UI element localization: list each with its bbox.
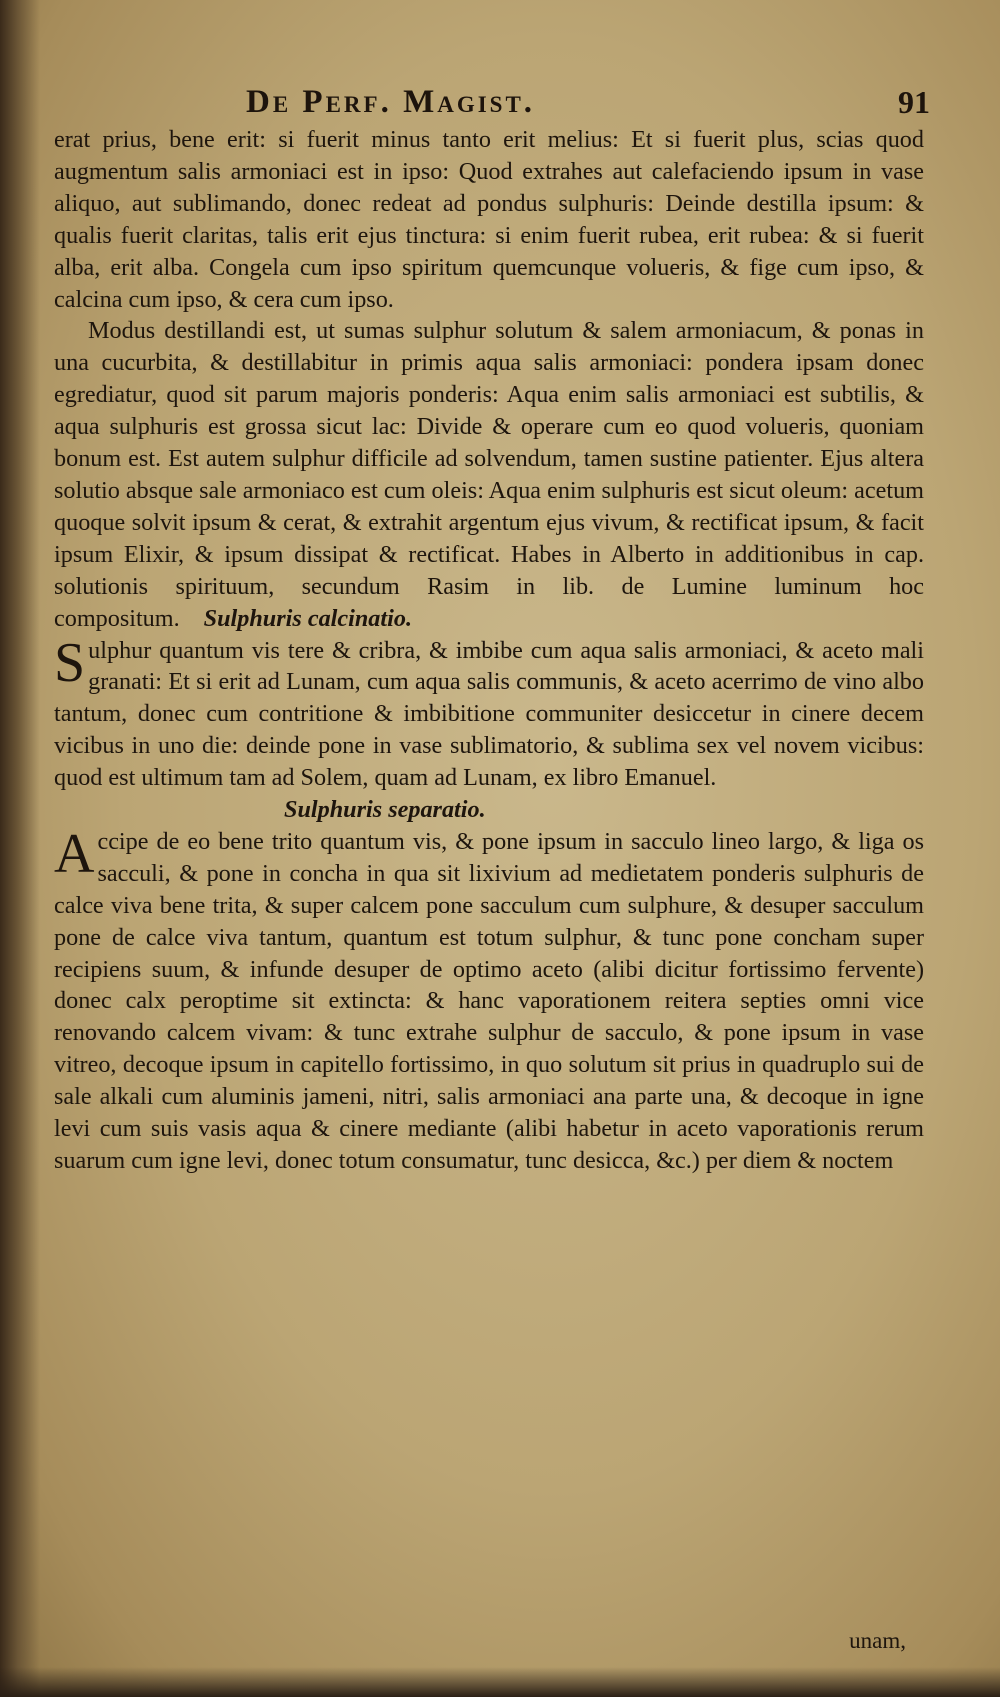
paragraph-text: Modus destillandi est, ut sumas sulphur solutum & salem armoniacum, & ponas in una cucurbita, & destillabitur in primis aqua salis armoniaci: pondera ipsam donec egrediatur, quod sit parum majoris ponderis: Aqua enim salis armoniaci est subtilis, & aqua sulphuris est grossa sicut lac: Divide & operare cum eo quod volueris, quoniam bonum est. Est autem sulphur difficile ad solvendum, tamen sustine patienter. Ejus altera solutio absque sale armoniaco est cum oleis: Aqua enim sulphuris est sicut oleum: acetum quoque solvit ipsum & cerat, & extrahit argentum ejus vivum, & rectificat ipsum, & facit ipsum Elixir, & ipsum dissipat & rectificat. Habes in Alberto in additionibus in cap. solutionis spirituum, secundum Rasim in lib. de Lumine luminum hoc compositum. [54,317,924,632]
paragraph-sulphur-separation: Accipe de eo bene trito quantum vis, & pone ipsum in sacculo lineo largo, & liga os sacculi, & pone in concha in qua sit lixivium ad medietatem ponderis sulphuris de calce viva bene trita, & super calcem pone sacculum cum sulphure, & desuper sacculum pone de calce viva tantum, quantum est totum sulphur, & tunc pone concham super recipiens suum, & infunde desuper de optimo aceto (alibi dicitur fortissimo fervente) donec calx peroptime sit extincta: & hanc vaporationem reitera septies omni vice renovando calcem vivam: & tunc extrahe sulphur de sacculo, & pone ipsum in vase vitreo, decoque ipsum in capitello fortissimo, in quo solutum sit prius in quadruplo sui de sale alkali cum aluminis jameni, nitri, salis armoniaci ana parte una, & decoque in igne levi cum suis vasis aqua & cinere mediante (alibi habetur in aceto vaporationis rerum suarum cum igne levi, donec totum consumatur, tunc desicca, &c.) per diem & noctem [54,822,924,1174]
paragraph-modus-destillandi [54,315,924,634]
page-number: 91 [898,84,930,120]
paragraph-sulphur-calcination: Sulphur quantum vis tere & cribra, & imbibe cum aqua salis armoniaci, & aceto mali granati: Et si erit ad Lunam, cum aqua salis communis, & aceto acerrimo de vino albo tantum, donec cum contritione & imbibitione communiter desiccetur in cinere decem vicibus in uno die: deinde pone in vase sublimatorio, & sublima sex vel novem vicibus: quod est ultimum tam ad Solem, quam ad Lunam, ex libro Emanuel. [54,631,924,792]
section-heading-calcinatio: Sulphuris calcinatio. [203,604,412,632]
catchword: unam, [849,1628,906,1653]
page-header [246,80,930,130]
paragraph-continuation: erat prius, bene erit: si fuerit minus tanto erit melius: Et si fuerit plus, scias quod augmentum salis armoniaci est in ipso: Quod extrahes aut calefaciendo ipsum in vase aliquo, aut sublimando, donec redeat ad pondus sulphuris: Deinde destilla ipsum: & qualis fuerit claritas, talis erit ejus tinctura: si enim fuerit rubea, erit rubea: & si fuerit alba, erit alba. Congela cum ipso spiritum quemcunque volueris, & fige cum ipso, & calcina cum ipso, & cera cum ipso. [54,126,924,313]
running-title: De Perf. Magist. [246,84,536,120]
body-text [54,124,924,1177]
section-heading-separatio: Sulphuris separatio. [284,796,486,824]
